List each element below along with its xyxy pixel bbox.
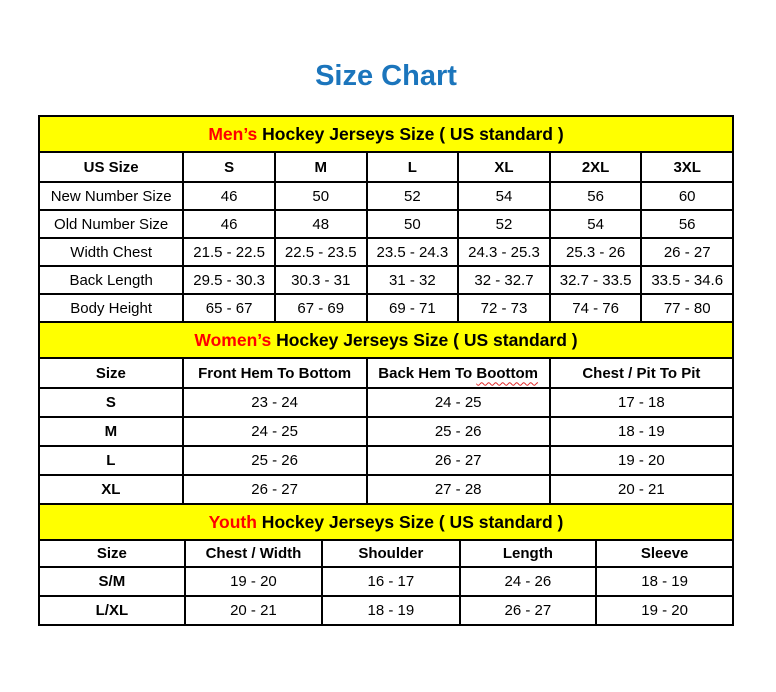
size-value-cell: 48 bbox=[275, 210, 367, 238]
header-cell: L bbox=[367, 152, 459, 182]
size-value-cell: 25.3 - 26 bbox=[550, 238, 642, 266]
row-label: L bbox=[39, 446, 183, 475]
row-label: Width Chest bbox=[39, 238, 183, 266]
table-row bbox=[39, 388, 733, 417]
size-value-cell: 24.3 - 25.3 bbox=[458, 238, 550, 266]
size-value-cell: 50 bbox=[275, 182, 367, 210]
row-label: XL bbox=[39, 475, 183, 504]
table-row bbox=[39, 182, 733, 210]
size-value-cell: 26 - 27 bbox=[641, 238, 733, 266]
size-value-cell: 26 - 27 bbox=[183, 475, 367, 504]
size-value-cell: 56 bbox=[550, 182, 642, 210]
womens-header-row bbox=[39, 358, 733, 388]
size-value-cell: 24 - 26 bbox=[460, 567, 597, 596]
header-cell: Chest / Pit To Pit bbox=[550, 358, 733, 388]
header-text-prefix: Back Hem To bbox=[378, 364, 477, 382]
size-value-cell: 18 - 19 bbox=[596, 567, 733, 596]
mens-header-row bbox=[39, 152, 733, 182]
size-value-cell: 19 - 20 bbox=[550, 446, 733, 475]
header-cell: Size bbox=[39, 540, 185, 567]
youth-banner-highlight: Youth bbox=[208, 511, 257, 532]
header-cell-misspelled bbox=[367, 358, 550, 388]
size-value-cell: 29.5 - 30.3 bbox=[183, 266, 275, 294]
size-value-cell: 18 - 19 bbox=[550, 417, 733, 446]
size-value-cell: 18 - 19 bbox=[322, 596, 459, 625]
youth-banner-text bbox=[39, 504, 733, 540]
header-cell: Shoulder bbox=[322, 540, 459, 567]
youth-header-row bbox=[39, 540, 733, 567]
header-cell: US Size bbox=[39, 152, 183, 182]
womens-banner-text bbox=[39, 322, 733, 358]
mens-banner-rest: Hockey Jerseys Size ( US standard ) bbox=[257, 123, 564, 144]
size-value-cell: 26 - 27 bbox=[367, 446, 550, 475]
row-label: Old Number Size bbox=[39, 210, 183, 238]
size-value-cell: 60 bbox=[641, 182, 733, 210]
row-label: Body Height bbox=[39, 294, 183, 322]
mens-size-table bbox=[38, 115, 734, 323]
size-value-cell: 20 - 21 bbox=[550, 475, 733, 504]
table-row bbox=[39, 475, 733, 504]
size-value-cell: 23 - 24 bbox=[183, 388, 367, 417]
youth-size-table bbox=[38, 503, 734, 626]
size-value-cell: 17 - 18 bbox=[550, 388, 733, 417]
size-value-cell: 52 bbox=[458, 210, 550, 238]
row-label: S/M bbox=[39, 567, 185, 596]
size-value-cell: 24 - 25 bbox=[183, 417, 367, 446]
size-value-cell: 46 bbox=[183, 182, 275, 210]
size-value-cell: 27 - 28 bbox=[367, 475, 550, 504]
row-label: M bbox=[39, 417, 183, 446]
header-cell: 2XL bbox=[550, 152, 642, 182]
table-row bbox=[39, 266, 733, 294]
header-cell: M bbox=[275, 152, 367, 182]
size-value-cell: 33.5 - 34.6 bbox=[641, 266, 733, 294]
size-value-cell: 65 - 67 bbox=[183, 294, 275, 322]
mens-banner-text bbox=[39, 116, 733, 152]
size-value-cell: 32.7 - 33.5 bbox=[550, 266, 642, 294]
size-value-cell: 74 - 76 bbox=[550, 294, 642, 322]
size-value-cell: 69 - 71 bbox=[367, 294, 459, 322]
mens-section-banner bbox=[39, 116, 733, 152]
womens-size-table bbox=[38, 321, 734, 505]
size-chart-page bbox=[38, 60, 734, 626]
table-row bbox=[39, 417, 733, 446]
header-cell: Sleeve bbox=[596, 540, 733, 567]
size-value-cell: 21.5 - 22.5 bbox=[183, 238, 275, 266]
table-row bbox=[39, 567, 733, 596]
youth-section-banner bbox=[39, 504, 733, 540]
header-text-misspelled-word: Boottom bbox=[476, 364, 539, 382]
header-cell: XL bbox=[458, 152, 550, 182]
size-value-cell: 19 - 20 bbox=[596, 596, 733, 625]
table-row bbox=[39, 238, 733, 266]
page-title: Size Chart bbox=[315, 60, 457, 92]
size-value-cell: 22.5 - 23.5 bbox=[275, 238, 367, 266]
row-label: New Number Size bbox=[39, 182, 183, 210]
size-value-cell: 25 - 26 bbox=[183, 446, 367, 475]
size-value-cell: 20 - 21 bbox=[185, 596, 322, 625]
table-row bbox=[39, 294, 733, 322]
size-value-cell: 54 bbox=[550, 210, 642, 238]
size-value-cell: 30.3 - 31 bbox=[275, 266, 367, 294]
mens-banner-highlight: Men’s bbox=[208, 123, 258, 144]
header-cell: Front Hem To Bottom bbox=[183, 358, 367, 388]
size-value-cell: 77 - 80 bbox=[641, 294, 733, 322]
size-value-cell: 72 - 73 bbox=[458, 294, 550, 322]
size-value-cell: 67 - 69 bbox=[275, 294, 367, 322]
size-value-cell: 46 bbox=[183, 210, 275, 238]
size-value-cell: 56 bbox=[641, 210, 733, 238]
size-value-cell: 23.5 - 24.3 bbox=[367, 238, 459, 266]
youth-banner-rest: Hockey Jerseys Size ( US standard ) bbox=[256, 511, 564, 532]
header-cell: 3XL bbox=[641, 152, 733, 182]
size-value-cell: 54 bbox=[458, 182, 550, 210]
size-value-cell: 25 - 26 bbox=[367, 417, 550, 446]
womens-banner-rest: Hockey Jerseys Size ( US standard ) bbox=[271, 329, 578, 350]
size-value-cell: 19 - 20 bbox=[185, 567, 322, 596]
header-cell: S bbox=[183, 152, 275, 182]
size-value-cell: 24 - 25 bbox=[367, 388, 550, 417]
size-value-cell: 31 - 32 bbox=[367, 266, 459, 294]
table-row bbox=[39, 596, 733, 625]
womens-banner-highlight: Women’s bbox=[194, 329, 272, 350]
header-cell: Size bbox=[39, 358, 183, 388]
size-value-cell: 26 - 27 bbox=[460, 596, 597, 625]
size-value-cell: 32 - 32.7 bbox=[458, 266, 550, 294]
row-label: S bbox=[39, 388, 183, 417]
size-value-cell: 52 bbox=[367, 182, 459, 210]
header-cell: Length bbox=[460, 540, 597, 567]
header-cell: Chest / Width bbox=[185, 540, 322, 567]
table-row bbox=[39, 446, 733, 475]
size-value-cell: 16 - 17 bbox=[322, 567, 459, 596]
table-row bbox=[39, 210, 733, 238]
row-label: L/XL bbox=[39, 596, 185, 625]
size-value-cell: 50 bbox=[367, 210, 459, 238]
row-label: Back Length bbox=[39, 266, 183, 294]
womens-section-banner bbox=[39, 322, 733, 358]
